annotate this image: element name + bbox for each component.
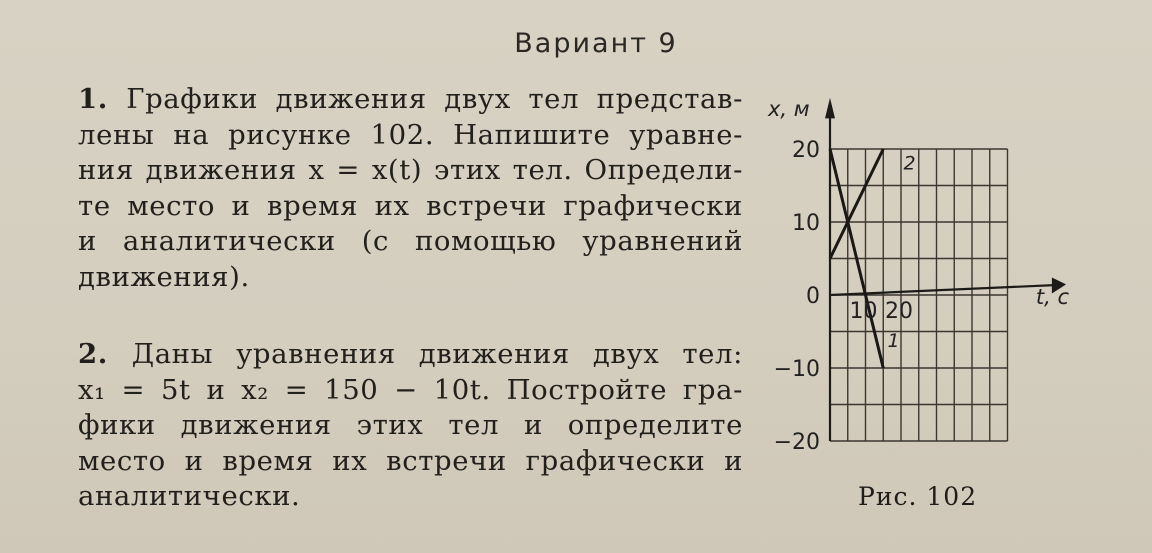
figure-caption: Рис. 102 (858, 482, 978, 511)
variant-title: Вариант 9 (514, 28, 678, 59)
task2-line: аналитически. (78, 480, 301, 512)
task2-line: фики движения этих тел и определите (78, 409, 743, 441)
y-tick-label: 20 (792, 138, 820, 163)
x-tick-label: 10 (849, 299, 878, 324)
series-label-1: 1 (887, 329, 900, 352)
task-2 (78, 337, 743, 515)
y-tick-label: −10 (773, 357, 820, 382)
task1-line: лены на рисунке 102. Напишите уравне- (78, 118, 743, 151)
y-axis-arrow (825, 98, 835, 118)
task1-number: 1. (78, 83, 127, 115)
x-axis-label: t, с (1035, 284, 1070, 309)
task2-line: x₁ = 5t и x₂ = 150 − 10t. Постройте гра- (78, 373, 743, 406)
task-1 (78, 82, 743, 295)
series-label-2: 2 (903, 152, 916, 175)
figure-102 (755, 95, 1145, 465)
task1-line: те место и время их встречи графически (78, 189, 743, 222)
x-tick-label: 20 (885, 299, 913, 324)
series-line-2 (830, 149, 883, 259)
task1-line: 1. Графики движения двух тел представ- (78, 83, 743, 115)
task1-line: и аналитически (с помощью уравнений (78, 225, 743, 257)
y-tick-label: 0 (806, 284, 820, 309)
task1-line: движения). (78, 260, 250, 293)
task2-line: 2. Даны уравнения движения двух тел: (78, 338, 743, 370)
y-tick-label: 10 (792, 211, 820, 236)
y-axis-label: x, м (768, 97, 810, 122)
task2-number: 2. (78, 338, 132, 370)
task1-line: ния движения x = x(t) этих тел. Определи- (78, 154, 743, 186)
motion-graph (755, 95, 1145, 465)
y-tick-label: −20 (773, 430, 820, 455)
task2-line: место и время их встречи графически и (78, 444, 743, 477)
